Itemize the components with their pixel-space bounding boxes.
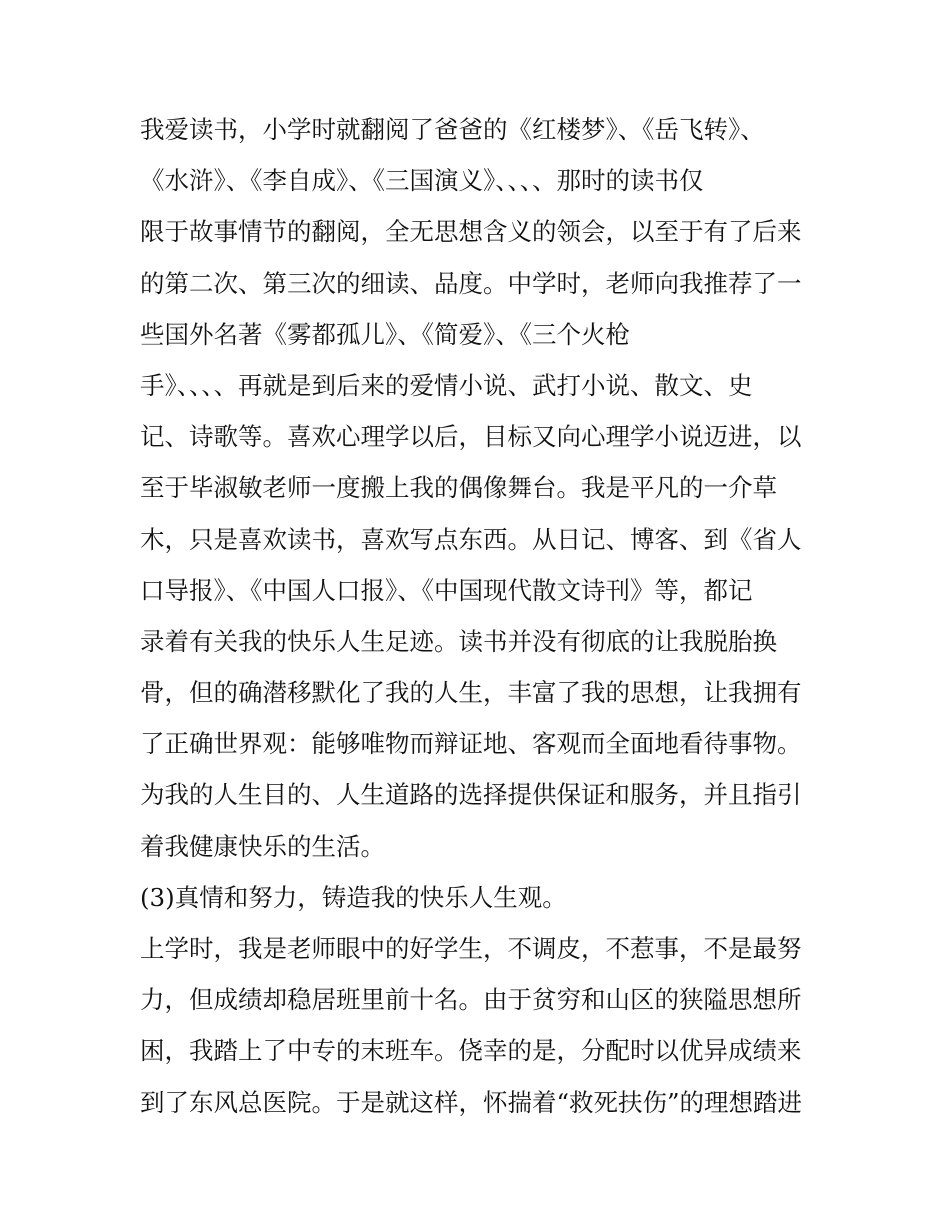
text-line: 到了东风总医院。于是就这样，怀揣着“救死扶伤”的理想踏进 — [140, 1087, 803, 1117]
text-line: 着我健康快乐的生活。 — [140, 831, 385, 861]
section-heading: (3)真情和努力，铸造我的快乐人生观。 — [140, 882, 567, 912]
text-line: 我爱读书，小学时就翻阅了爸爸的《红楼梦》、《岳飞转》、 — [140, 115, 765, 144]
body-text — [140, 104, 830, 1128]
text-line: 的第二次、第三次的细读、品度。中学时，老师向我推荐了一 — [140, 268, 802, 298]
text-line: 手》、、、、再就是到后来的爱情小说、武打小说、散文、史 — [140, 370, 753, 400]
text-line: 力，但成绩却稳居班里前十名。由于贫穷和山区的狭隘思想所 — [140, 985, 802, 1015]
text-line: 至于毕淑敏老师一度搬上我的偶像舞台。我是平凡的一介草 — [140, 473, 777, 503]
text-line: 骨，但的确潜移默化了我的人生，丰富了我的思想，让我拥有 — [140, 678, 802, 708]
text-line: 木，只是喜欢读书，喜欢写点东西。从日记、博客、到《省人 — [140, 524, 802, 554]
text-line: 上学时，我是老师眼中的好学生，不调皮，不惹事，不是最努 — [140, 934, 802, 963]
text-line: 口导报》、《中国人口报》、《中国现代散文诗刊》等，都记 — [140, 575, 753, 605]
text-line: 为我的人生目的、人生道路的选择提供保证和服务，并且指引 — [140, 780, 802, 810]
text-line: 困，我踏上了中专的末班车。侥幸的是，分配时以优异成绩来 — [140, 1036, 802, 1066]
text-line: 录着有关我的快乐人生足迹。读书并没有彻底的让我脱胎换 — [140, 626, 777, 656]
text-line: 了正确世界观：能够唯物而辩证地、客观而全面地看待事物。 — [140, 729, 802, 759]
text-line: 些国外名著《雾都孤儿》、《简爱》、《三个火枪 — [140, 319, 630, 349]
text-line: 限于故事情节的翻阅，全无思想含义的领会，以至于有了后来 — [140, 217, 802, 247]
text-line: 《水浒》、《李自成》、《三国演义》、、、、那时的读书仅 — [140, 166, 704, 196]
text-line: 记、诗歌等。喜欢心理学以后，目标又向心理学小说迈进，以 — [140, 422, 802, 452]
